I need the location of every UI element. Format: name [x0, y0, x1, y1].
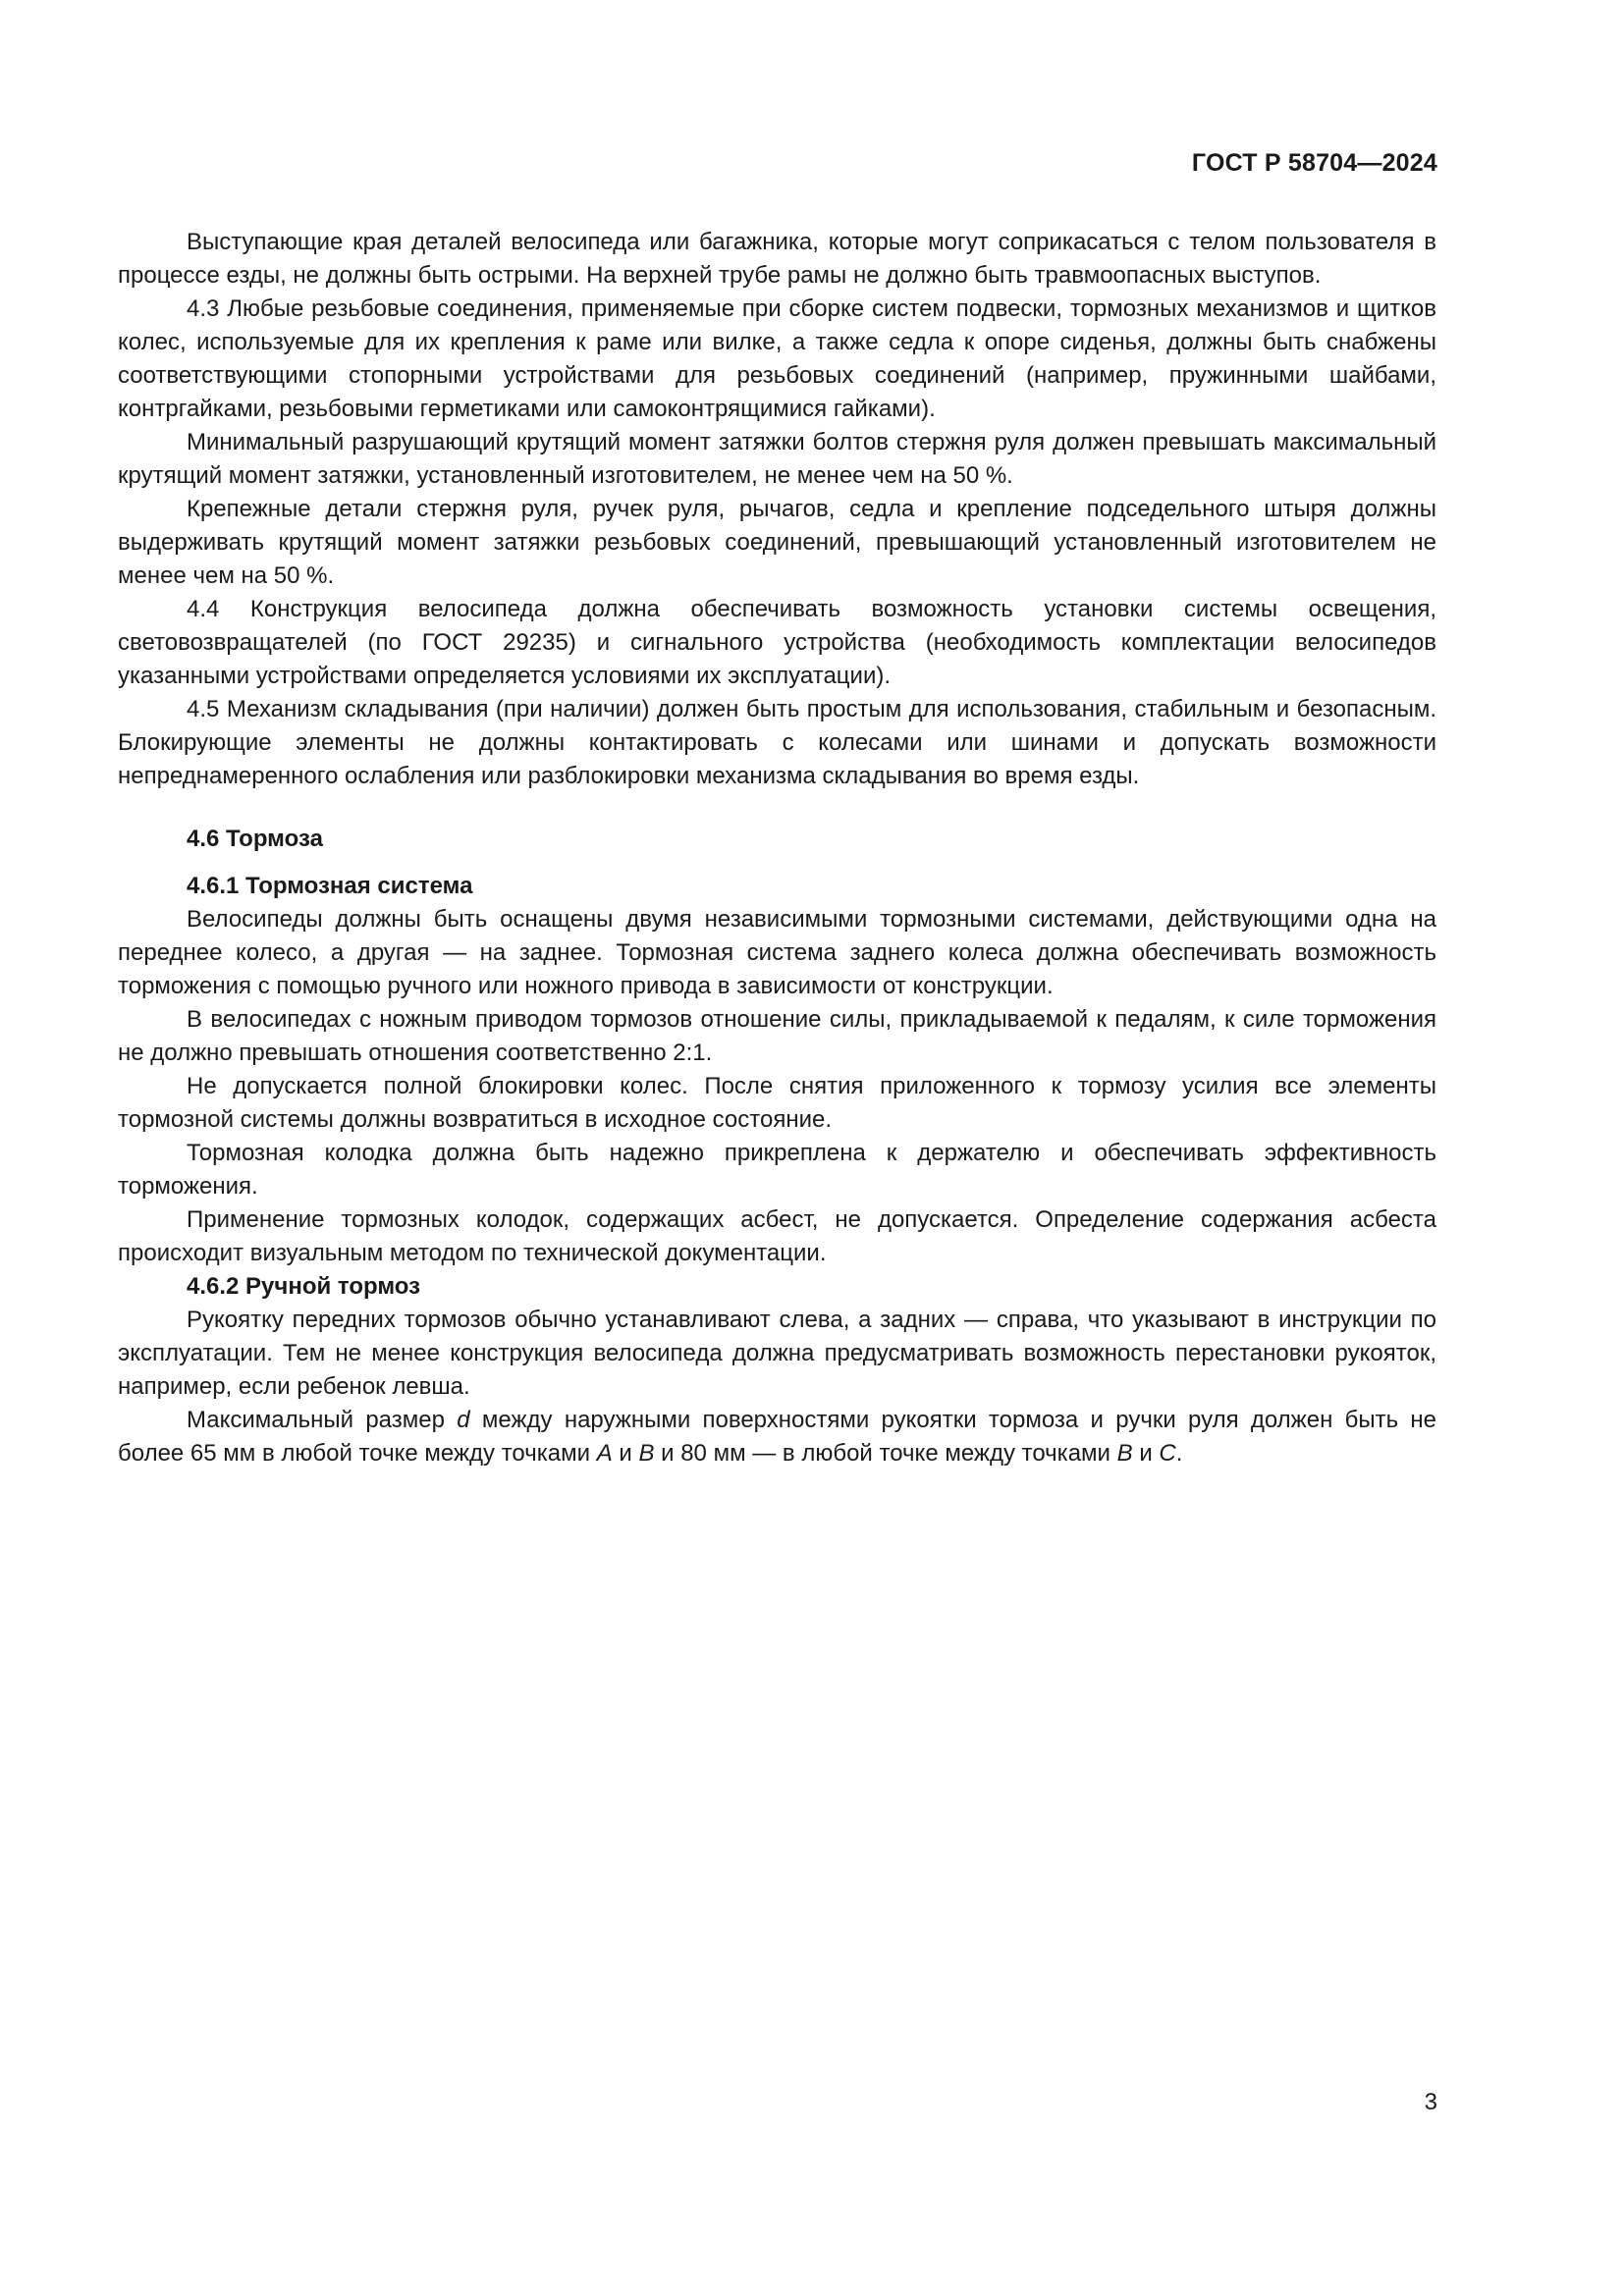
- paragraph-asbestos: Применение тормозных колодок, содержащих асбест, не допускается. Определение содержания асбеста происходит визуальным методом по технической документации.: [118, 1206, 1436, 1266]
- paragraph-handlebar-torque: Минимальный разрушающий крутящий момент затяжки болтов стержня руля должен превышать максимальный крутящий момент затяжки, установленный изготовителем, не менее чем на 50 %.: [118, 429, 1436, 489]
- variable-a: A: [596, 1440, 613, 1467]
- variable-d: d: [457, 1407, 470, 1433]
- paragraph-4-5: 4.5 Механизм складывания (при наличии) должен быть простым для использования, стабильным и безопасным. Блокирующие элементы не должны контактировать с колесами или шинами и допускать возможности непреднамеренного ослабления или разблокировки механизма складывания во время езды.: [118, 696, 1436, 789]
- paragraph-4-4: 4.4 Конструкция велосипеда должна обеспечивать возможность установки системы освещения, световозвращателей (по ГОСТ 29235) и сигнального устройства (необходимость комплектации велосипедов указанными устройствами определяется условиями их эксплуатации).: [118, 596, 1436, 689]
- document-body: [118, 226, 1436, 1470]
- variable-b: B: [638, 1440, 655, 1467]
- paragraph-lever-position: Рукоятку передних тормозов обычно устанавливают слева, а задних — справа, что указывают в инструкции по эксплуатации. Тем не менее конструкция велосипеда должна предусматривать возможность перестановки рукояток, например, если ребенок левша.: [118, 1307, 1436, 1400]
- text-run: и 80 мм — в любой точке между точками: [654, 1440, 1117, 1467]
- variable-b: B: [1116, 1440, 1133, 1467]
- text-run: Максимальный размер: [187, 1407, 458, 1433]
- text-run: и: [1132, 1440, 1160, 1467]
- paragraph-wheel-lock: Не допускается полной блокировки колес. После снятия приложенного к тормозу усилия все элементы тормозной системы должны возвратиться в исходное состояние.: [118, 1073, 1436, 1133]
- heading-4-6: 4.6 Тормоза: [187, 826, 323, 852]
- paragraph-4-3: 4.3 Любые резьбовые соединения, применяемые при сборке систем подвески, тормозных механизмов и щитков колес, используемые для их крепления к раме или вилке, а также седла к опоре сиденья, должны быть снабжены соответствующими стопорными устройствами для резьбовых соединений (например, пружинными шайбами, контргайками, резьбовыми герметиками или самоконтрящимися гайками).: [118, 295, 1436, 422]
- paragraph-two-brake-systems: Велосипеды должны быть оснащены двумя независимыми тормозными системами, действующими одна на переднее колесо, а другая — на заднее. Тормозная система заднего колеса должна обеспечивать возможность торможения с помощью ручного или ножного привода в зависимости от конструкции.: [118, 906, 1436, 999]
- paragraph-max-dimension: [118, 1404, 1436, 1470]
- page-number: 3: [1424, 2089, 1437, 2115]
- heading-4-6-1: 4.6.1 Тормозная система: [187, 873, 473, 899]
- heading-4-6-2: 4.6.2 Ручной тормоз: [187, 1273, 421, 1300]
- text-run: и: [612, 1440, 639, 1467]
- text-run: между наружными поверхностями рукоятки тормоза и ручки руля должен быть не более 65 мм в любой точке между точками: [118, 1407, 1436, 1467]
- paragraph-brake-pad: Тормозная колодка должна быть надежно прикреплена к держателю и обеспечивать эффективность торможения.: [118, 1140, 1436, 1200]
- text-run: .: [1175, 1440, 1183, 1467]
- variable-c: C: [1159, 1440, 1176, 1467]
- paragraph-sharp-edges: Выступающие края деталей велосипеда или багажника, которые могут соприкасаться с телом пользователя в процессе езды, не должны быть острыми. На верхней трубе рамы не должно быть травмоопасных выступов.: [118, 229, 1436, 289]
- document-code: ГОСТ Р 58704—2024: [1191, 149, 1437, 177]
- paragraph-fasteners: Крепежные детали стержня руля, ручек руля, рычагов, седла и крепление подседельного штыря должны выдерживать крутящий момент затяжки резьбовых соединений, превышающий установленный изготовителем не менее чем на 50 %.: [118, 496, 1436, 589]
- paragraph-foot-brake-ratio: В велосипедах с ножным приводом тормозов отношение силы, прикладываемой к педалям, к силе торможения не должно превышать отношения соответственно 2:1.: [118, 1006, 1436, 1066]
